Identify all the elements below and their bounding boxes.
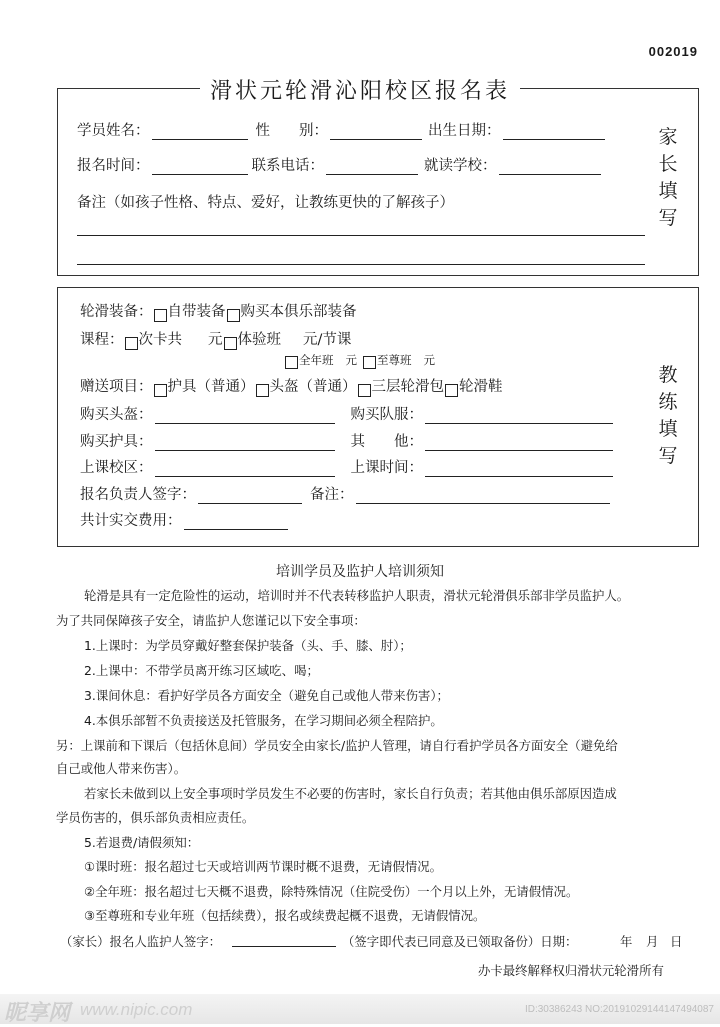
gift-protector-checkbox[interactable] <box>154 384 167 397</box>
signer-field[interactable] <box>198 489 302 504</box>
gift-bag-checkbox[interactable] <box>358 384 371 397</box>
note-field[interactable] <box>356 489 610 504</box>
notice-para-2: 另：上课前和下课后（包括休息间）学员安全由家长/监护人管理，请自行看护学员各方面安全（避免给 <box>56 738 618 753</box>
guardian-sign-note: （签字即代表已同意及已领取备份）日期： <box>342 934 578 949</box>
gift-skates-checkbox[interactable] <box>445 384 458 397</box>
remark-line-2[interactable] <box>77 264 645 265</box>
trial-class-checkbox[interactable] <box>224 337 237 350</box>
row-gifts: 赠送项目： 护具（普通） 头盔（普通） 三层轮滑包 轮滑鞋 <box>80 379 503 395</box>
buy-protector-field[interactable] <box>155 436 335 451</box>
serial-number: 002019 <box>648 44 698 59</box>
date-day: 日 <box>670 934 683 949</box>
notice-para-3: 若家长未做到以上安全事项时学员发生不必要的伤害时，家长自行负责；若其他由俱乐部原因造成 <box>84 786 617 801</box>
row-course: 课程： 次卡共 元 体验班 元/节课 <box>80 332 352 348</box>
buy-equipment-checkbox[interactable] <box>227 309 240 322</box>
guardian-sign-label: （家长）报名人监护人签字： <box>60 934 222 949</box>
row-buy-1: 购买头盔： 购买队服： <box>80 403 615 424</box>
row-signer: 报名负责人签字： 备注： <box>80 483 612 504</box>
notice-item-4: 4.本俱乐部暂不负责接送及托管服务，在学习期间必须全程陪护。 <box>84 713 443 728</box>
refund-title: 5.若退费/请假须知： <box>84 835 200 850</box>
gender-field[interactable] <box>330 125 422 140</box>
notice-title: 培训学员及监护人培训须知 <box>276 564 444 580</box>
refund-item-3: ③至尊班和专业年班（包括续费），报名或续费起概不退费，无请假情况。 <box>84 908 486 923</box>
own-equipment-checkbox[interactable] <box>154 309 167 322</box>
final-statement: 办卡最终解释权归滑状元轮滑所有 <box>478 963 664 978</box>
remark-line-1[interactable] <box>77 235 645 236</box>
notice-para-3b: 学员伤害的，俱乐部负责相应责任。 <box>56 810 255 825</box>
row-campus: 上课校区： 上课时间： <box>80 456 615 477</box>
school-field[interactable] <box>499 160 601 175</box>
form-title: 滑状元轮滑沁阳校区报名表 <box>0 74 720 105</box>
class-time-field[interactable] <box>425 462 613 477</box>
guardian-sign-field[interactable] <box>232 946 336 947</box>
date-month: 月 <box>646 934 659 949</box>
notice-item-2: 2.上课中：不带学员离开练习区域吃、喝； <box>84 663 319 678</box>
notice-para-1b: 为了共同保障孩子安全，请监护人您谨记以下安全事项： <box>56 613 366 628</box>
coach-fill-label: 教 练 填 写 <box>658 364 678 467</box>
row-course-2: 全年班 元 至尊班 元 <box>284 352 435 368</box>
parent-section <box>57 88 699 276</box>
watermark-url: www.nipic.com <box>80 1000 193 1019</box>
notice-para-1: 轮滑是具有一定危险性的运动，培训时并不代表转移监护人职责，滑状元轮滑俱乐部非学员监护人。 <box>84 588 630 603</box>
signup-time-field[interactable] <box>152 160 248 175</box>
birthdate-field[interactable] <box>503 125 605 140</box>
other-field[interactable] <box>425 436 613 451</box>
refund-item-1: ①课时班：报名超过七天或培训两节课时概不退费，无请假情况。 <box>84 859 443 874</box>
date-year: 年 <box>620 934 633 949</box>
notice-item-1: 1.上课时：为学员穿戴好整套保护装备（头、手、膝、肘）； <box>84 638 412 653</box>
total-fee-field[interactable] <box>184 515 288 530</box>
campus-field[interactable] <box>155 462 335 477</box>
notice-para-2b: 自己或他人带来伤害）。 <box>56 761 187 776</box>
annual-class-checkbox[interactable] <box>285 356 298 369</box>
watermark-logo: 昵享网 <box>4 1001 71 1026</box>
buy-uniform-field[interactable] <box>425 409 613 424</box>
parent-fill-label: 家 长 填 写 <box>658 126 678 229</box>
row-total: 共计实交费用： <box>80 509 290 530</box>
row-buy-2: 购买护具： 其 他： <box>80 430 615 451</box>
row-equipment: 轮滑装备： 自带装备 购买本俱乐部装备 <box>80 304 357 320</box>
buy-helmet-field[interactable] <box>155 409 335 424</box>
watermark-id: ID:30386243 NO:20191029144147494087 <box>524 1004 714 1015</box>
watermark-bar <box>0 994 720 1024</box>
row-student: 学员姓名： 性 别： 出生日期： <box>77 119 607 140</box>
phone-field[interactable] <box>326 160 418 175</box>
student-name-field[interactable] <box>152 125 248 140</box>
refund-item-2: ②全年班：报名超过七天概不退费，除特殊情况（住院受伤）一个月以上外，无请假情况。 <box>84 884 579 899</box>
supreme-class-checkbox[interactable] <box>363 356 376 369</box>
remark-label: 备注（如孩子性格、特点、爱好，让教练更快的了解孩子） <box>77 195 454 211</box>
row-signup: 报名时间： 联系电话： 就读学校： <box>77 154 603 175</box>
notice-item-3: 3.课间休息：看护好学员各方面安全（避免自己或他人带来伤害）； <box>84 688 449 703</box>
session-card-checkbox[interactable] <box>125 337 138 350</box>
gift-helmet-checkbox[interactable] <box>256 384 269 397</box>
